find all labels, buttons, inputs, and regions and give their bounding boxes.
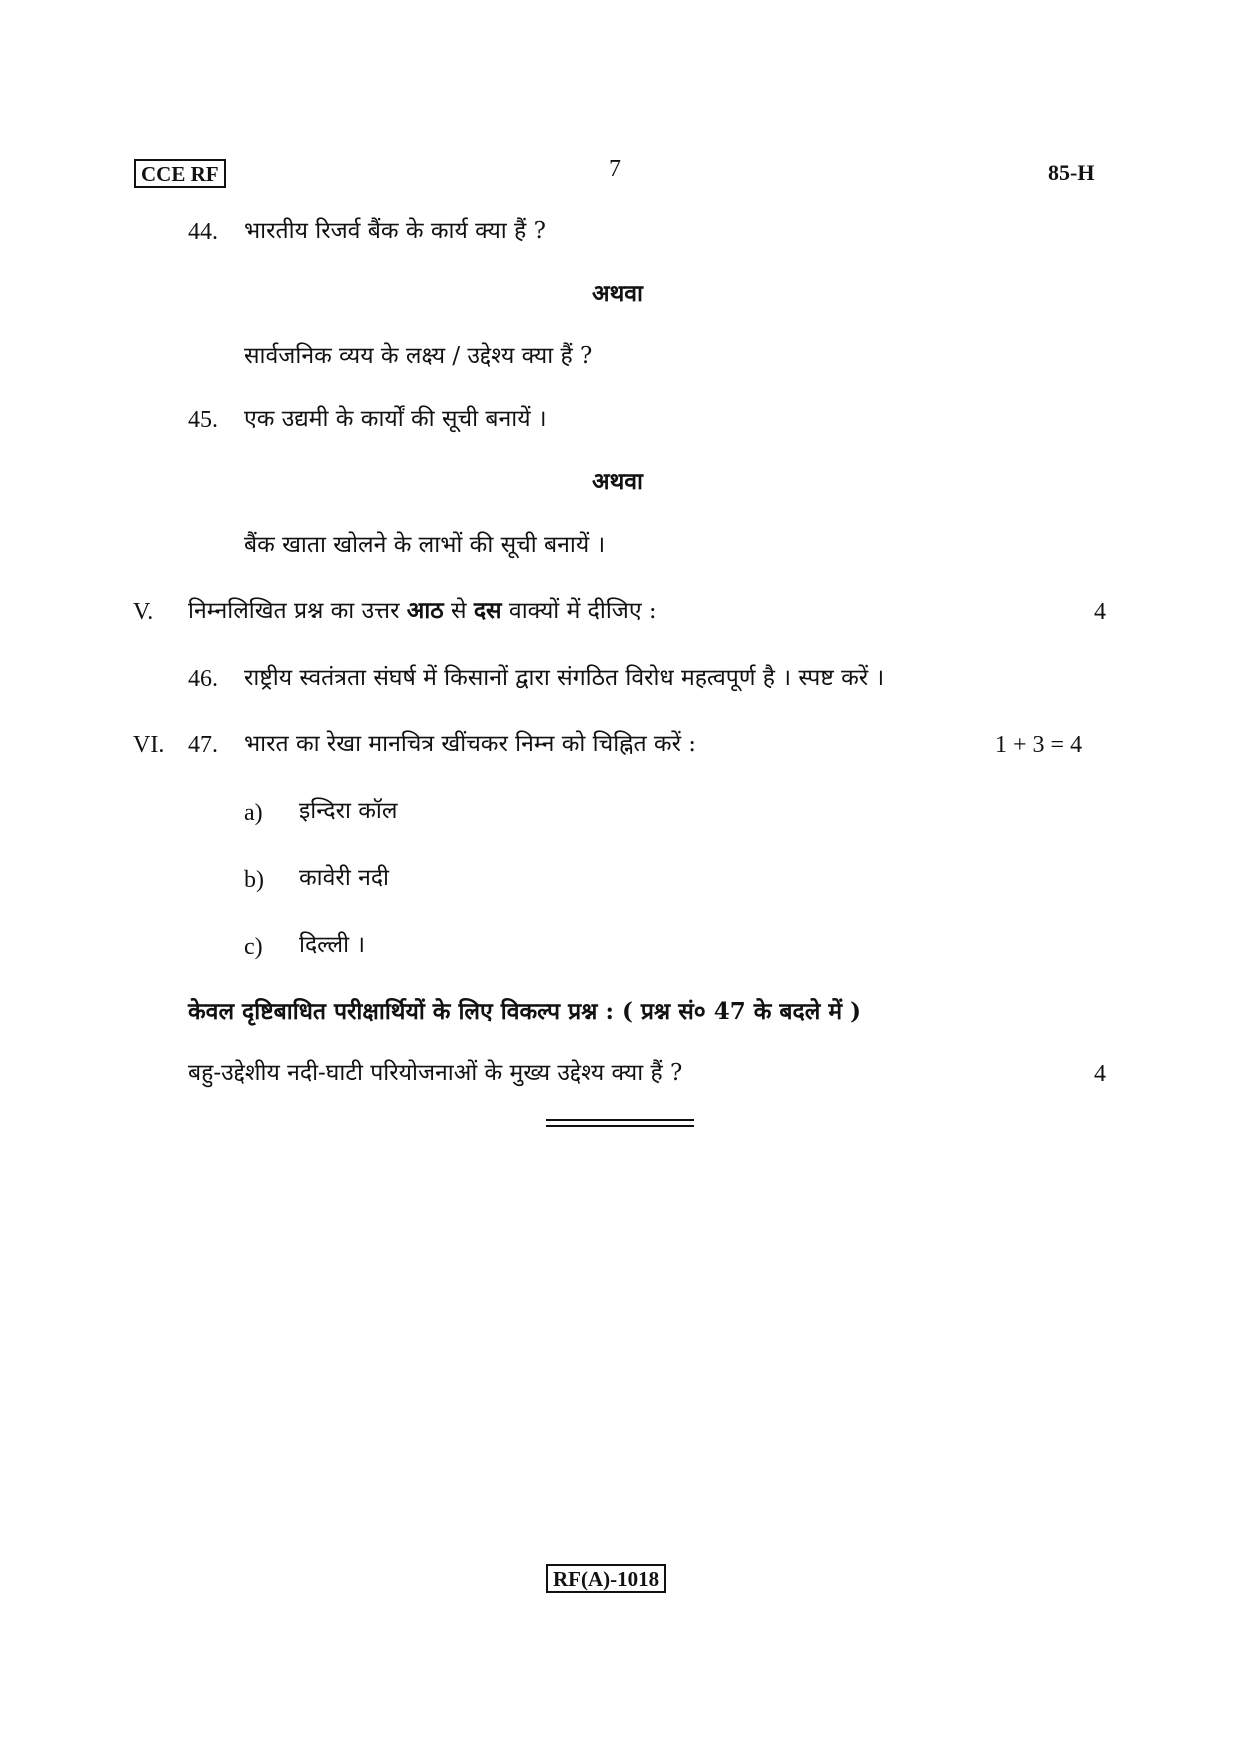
question-44-alternative: सार्वजनिक व्यय के लक्ष्य / उद्देश्य क्या हैं ? <box>244 343 593 369</box>
list-item-label: c) <box>244 934 263 960</box>
header-left-code: CCE RF <box>134 159 226 188</box>
instruction-bold-ten: दस <box>473 597 502 624</box>
alternative-question-text: बहु-उद्देशीय नदी-घाटी परियोजनाओं के मुख्य उद्देश्य क्या हैं ? <box>188 1060 683 1086</box>
question-45-alternative: बैंक खाता खोलने के लाभों की सूची बनायें । <box>244 532 606 558</box>
question-47-text: भारत का रेखा मानचित्र खींचकर निम्न को चिह्नित करें : <box>244 731 697 757</box>
question-46-text: राष्ट्रीय स्वतंत्रता संघर्ष में किसानों द्वारा संगठित विरोध महत्वपूर्ण है । स्पष्ट करें । <box>244 665 885 691</box>
end-rule-top <box>546 1119 694 1121</box>
question-number-46: 46. <box>188 666 218 692</box>
page-number: 7 <box>609 156 621 182</box>
section-vi-roman: VI. <box>133 732 165 758</box>
alternative-question-marks: 4 <box>1094 1061 1106 1087</box>
end-rule-bottom <box>546 1125 694 1127</box>
question-number-47: 47. <box>188 732 218 758</box>
alternative-question-heading: केवल दृष्टिबाधित परीक्षार्थियों के लिए विकल्प प्रश्न : ( प्रश्न सं० 47 के बदले में ) <box>188 998 861 1025</box>
question-number-44: 44. <box>188 219 218 245</box>
list-item-text: दिल्ली । <box>299 932 366 958</box>
header-right-code: 85-H <box>1048 160 1095 185</box>
section-v-marks: 4 <box>1094 599 1106 625</box>
instruction-part: वाक्यों में दीजिए : <box>501 598 657 624</box>
section-v-instruction <box>188 595 657 627</box>
or-divider-45: अथवा <box>592 468 644 495</box>
instruction-part: निम्नलिखित प्रश्न का उत्तर <box>188 598 407 624</box>
instruction-part: से <box>443 598 474 624</box>
instruction-bold-eight: आठ <box>406 597 444 624</box>
section-v-roman: V. <box>133 599 154 625</box>
question-44-text: भारतीय रिजर्व बैंक के कार्य क्या हैं ? <box>244 218 546 244</box>
list-item-label: b) <box>244 867 264 893</box>
footer-code: RF(A)-1018 <box>546 1564 666 1593</box>
or-divider-44: अथवा <box>592 280 644 307</box>
list-item-text: इन्दिरा कॉल <box>299 798 398 824</box>
section-vi-marks: 1 + 3 = 4 <box>995 732 1083 758</box>
list-item-label: a) <box>244 800 263 826</box>
list-item-text: कावेरी नदी <box>299 865 390 891</box>
question-number-45: 45. <box>188 407 218 433</box>
question-45-text: एक उद्यमी के कार्यों की सूची बनायें । <box>244 406 547 432</box>
